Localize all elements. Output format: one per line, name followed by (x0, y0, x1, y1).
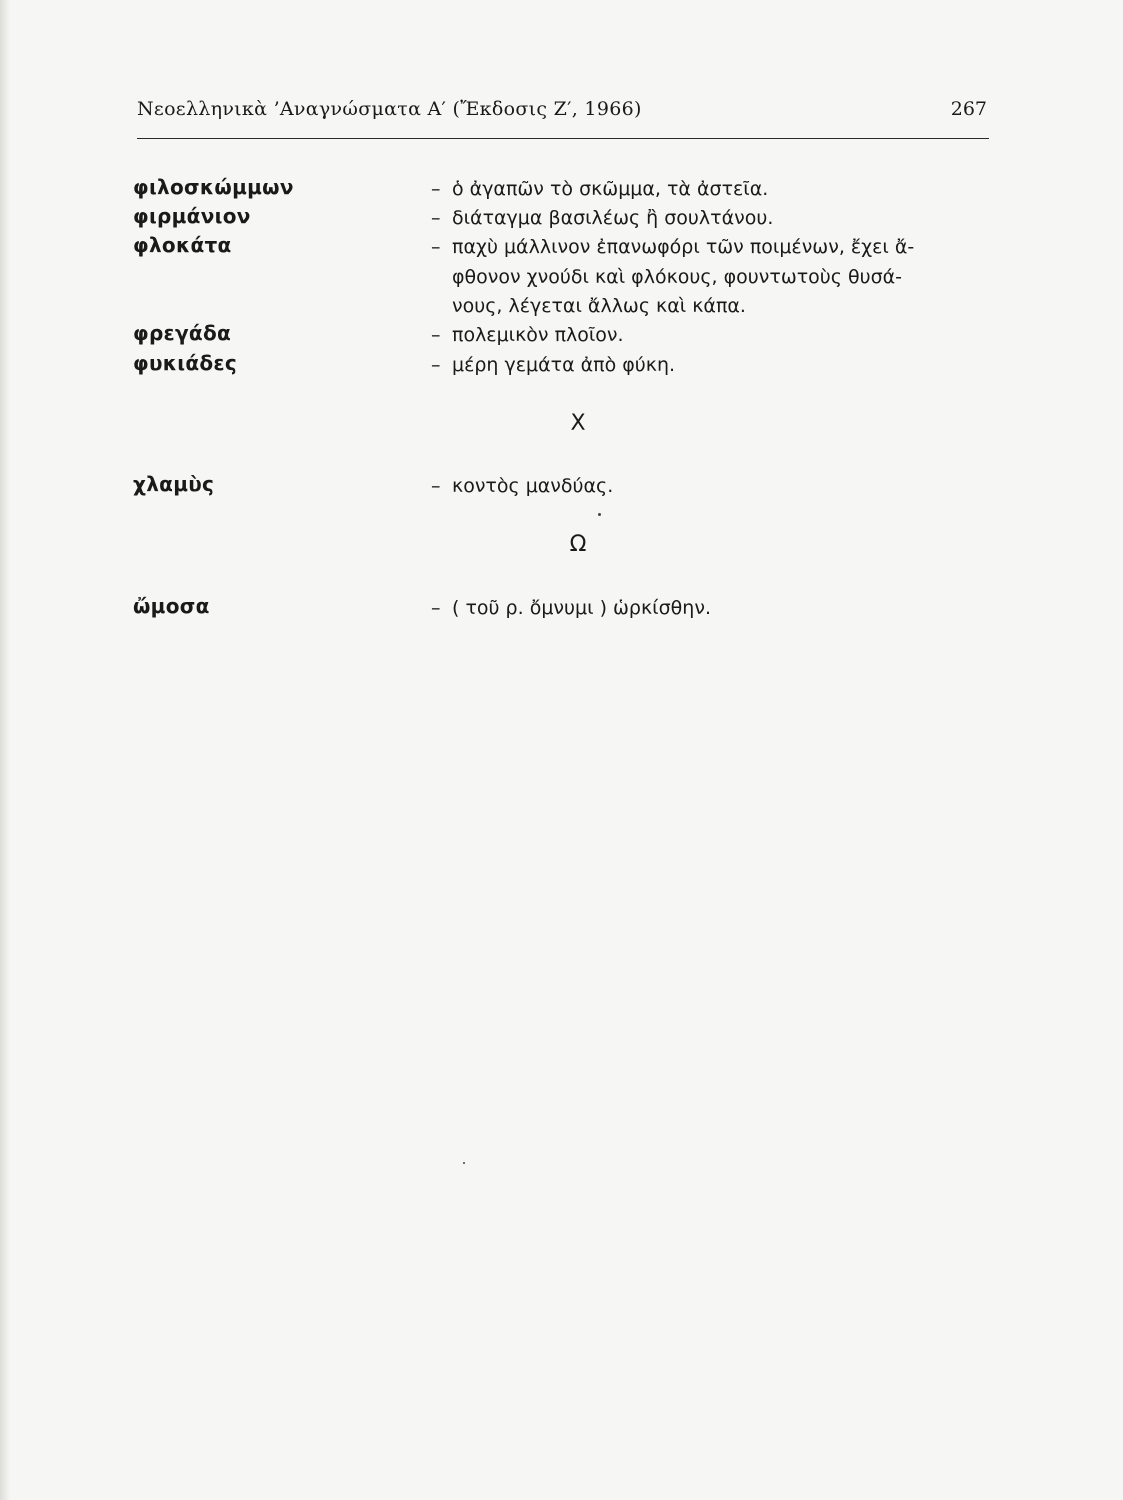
scan-speck (463, 1162, 465, 1164)
glossary-definition (431, 351, 991, 381)
glossary-term: φιλοσκώμμων (133, 175, 294, 199)
scan-speck (598, 513, 601, 516)
definition-line: κοντὸς μανδύας. (452, 475, 614, 497)
definition-line: ὁ ἀγαπῶν τὸ σκῶμμα, τὰ ἀστεῖα. (452, 178, 769, 200)
header-title: Νεοελληνικὰ ’Αναγνώσματα Α′ (Ἔκδοσις Ζ′, 1966) (137, 98, 642, 120)
glossary-term: χλαμὺς (133, 472, 215, 496)
definition-line: πολεμικὸν πλοῖον. (452, 324, 624, 346)
definition-line: παχὺ μάλλινον ἐπανωφόρι τῶν ποιμένων, ἔχει ἄ- (452, 236, 915, 258)
glossary-term: φρεγάδα (133, 321, 232, 345)
dash: – (431, 475, 441, 497)
glossary-definition (431, 321, 991, 351)
glossary-entry (133, 594, 993, 624)
dash: – (431, 354, 441, 376)
page-number: 267 (950, 98, 987, 120)
definition-line: φθονον χνούδι καὶ φλόκους, φουντωτοὺς θυσά- (452, 265, 903, 288)
glossary-entry (133, 472, 993, 502)
definition-line: διάταγμα βασιλέως ἢ σουλτάνου. (452, 207, 774, 229)
dash: – (431, 207, 441, 229)
glossary-definition (431, 594, 991, 624)
dash: – (431, 324, 441, 346)
glossary-definition (431, 233, 991, 322)
definition-line: ( τοῦ ρ. ὄμνυμι ) ὡρκίσθην. (452, 597, 711, 619)
definition-line: νους, λέγεται ἄλλως καὶ κάπα. (452, 295, 746, 317)
glossary-definition (431, 472, 991, 502)
glossary-term: φιρμάνιον (133, 204, 251, 228)
glossary-entry (133, 351, 993, 381)
glossary-entry (133, 175, 993, 205)
glossary-definition (431, 175, 991, 205)
section-letter-omega: Ω (569, 532, 587, 557)
glossary-term: ὤμοσα (133, 594, 210, 618)
dash: – (431, 597, 441, 619)
running-header (137, 98, 989, 139)
glossary-entry (133, 321, 993, 351)
page-binding-shadow (0, 0, 10, 1500)
dash: – (431, 236, 441, 258)
glossary-entry (133, 204, 993, 234)
definition-line: μέρη γεμάτα ἀπὸ φύκη. (452, 354, 676, 376)
glossary-term: φλοκάτα (133, 233, 232, 257)
section-letter-chi: Χ (570, 411, 586, 436)
glossary-entry (133, 233, 993, 322)
dash: – (431, 178, 441, 200)
glossary-definition (431, 204, 991, 234)
glossary-term: φυκιάδες (133, 351, 238, 375)
